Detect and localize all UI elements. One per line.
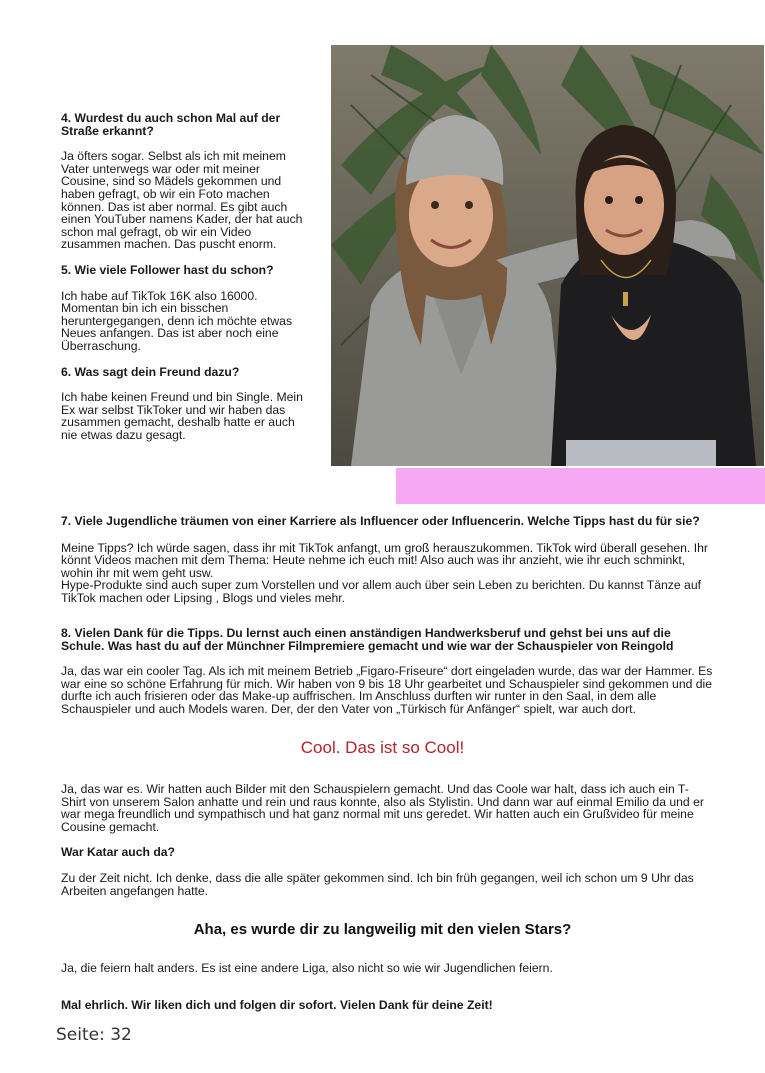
answer-7-part-1: Meine Tipps? Ich würde sagen, dass ihr mit TikTok anfangt, um groß herauszukommen. TikTok wird überall gesehen. Ihr könnt Videos machen mit dem Thema: Heute nehme ich euch mit! Also auch was ihr anzieht, wie ihr euch schminkt, wohin ihr mit wem geht usw. — [61, 540, 708, 580]
question-7: 7. Viele Jugendliche träumen von einer Karriere als Influencer oder Influencerin. Welche Tipps hast du für sie? — [61, 514, 700, 528]
closing-statement: Mal ehrlich. Wir liken dich und folgen dir sofort. Vielen Dank für deine Zeit! — [61, 998, 493, 1012]
answer-6: Ich habe keinen Freund und bin Single. Mein Ex war selbst TikToker und wir haben das zusammen gemacht, deshalb hatte er auch nie etwas dazu gesagt. — [61, 390, 303, 442]
cool-heading: Cool. Das ist so Cool! — [300, 738, 465, 757]
interview-photo — [331, 45, 764, 466]
page-number: Seite: 32 — [56, 1025, 132, 1045]
aha-answer: Ja, die feiern halt anders. Es ist eine andere Liga, also nicht so wie wir Jugendlichen feiern. — [61, 961, 553, 975]
question-4: 4. Wurdest du auch schon Mal auf der Straße erkannt? — [61, 111, 281, 138]
question-8: 8. Vielen Dank für die Tipps. Du lernst auch einen anständigen Handwerksberuf und gehst bei uns auf die Schule. Was hast du auf der Münchner Filmpremiere gemacht und wie war der Schauspieler von Reingold — [61, 626, 674, 653]
section-q7 — [61, 515, 711, 605]
answer-5: Ich habe auf TikTok 16K also 16000. Momentan bin ich ein bisschen heruntergegangen, denn ich möchte etwas Neues anfangen. Das ist aber noch eine Überraschung. — [61, 288, 293, 353]
answer-7-part-2: Hype-Produkte sind auch super zum Vorstellen und vor allem auch über sein Leben zu berichten. Du kannst Tänze auf TikTok machen oder Lipsing , Blogs und vieles mehr. — [61, 578, 701, 605]
answer-4: Ja öfters sogar. Selbst als ich mit meinem Vater unterwegs war oder mit meiner Cousine, sind so Mädels gekommen und haben gefragt, ob wir ein Foto machen können. Das ist aber normal. Es gibt auch einen YouTuber namens Kader, der hat auch schon mal gefragt, ob wir ein Video zusammen machen. Das puscht enorm. — [61, 149, 303, 252]
aha-heading: Aha, es wurde dir zu langweilig mit den vielen Stars? — [193, 921, 572, 938]
section-cool — [61, 783, 711, 897]
question-katar: War Katar auch da? — [61, 845, 176, 860]
question-6: 6. Was sagt dein Freund dazu? — [61, 364, 240, 379]
cool-answer: Ja, das war es. Wir hatten auch Bilder mit den Schauspielern gemacht. Und das Coole war halt, dass ich auch ein T-Shirt von unserem Salon anhatte und rein und raus konnte, also als Stylistin. Und dann war auf einmal Emilio da und er war mega freundlich und sympathisch und hat ganz normal mit uns geredet. Wir hatten auch ein Grußvideo für meine Cousine gemacht. — [61, 782, 704, 834]
answer-katar: Zu der Zeit nicht. Ich denke, dass die alle später gekommen sind. Ich bin früh gegangen, weil ich schon um 9 Uhr das Arbeiten angefangen hatte. — [61, 870, 694, 898]
left-column — [61, 112, 311, 454]
section-q8 — [61, 627, 716, 716]
question-5: 5. Wie viele Follower hast du schon? — [61, 262, 274, 277]
pink-highlight-box — [396, 468, 765, 504]
answer-8: Ja, das war ein cooler Tag. Als ich mit meinem Betrieb „Figaro-Friseure“ dort eingeladen wurde, das war der Hammer. Es war eine so schöne Erfahrung für mich. Wir haben von 9 bis 18 Uhr gearbeitet und Schauspieler sind gekommen und die durfte ich auch frisieren oder das Make-up auffrischen. Im Anschluss durften wir runter in den Saal, in dem alle Schauspieler und auch Models waren. Der, der den Vater von „Türkisch für Anfänger“ spielt, war auch dort. — [61, 664, 713, 716]
